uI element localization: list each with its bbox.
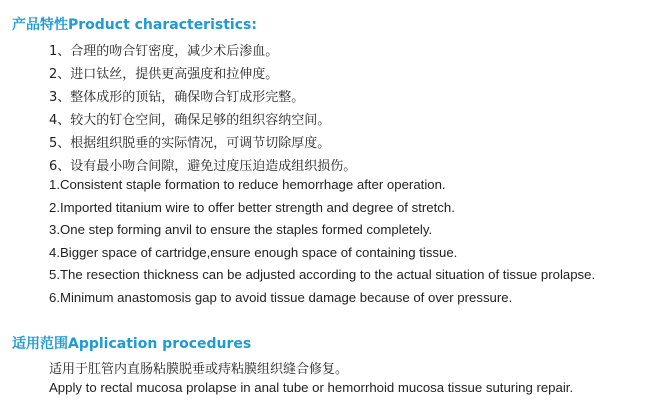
zh-item-3: 3、整体成形的顶钻，确保吻合钉成形完整。 (49, 90, 305, 105)
application-zh-text: 适用于肛管内直肠粘膜脱垂或痔粘膜组织缝合修复。 (49, 362, 349, 377)
en-item-1: 1.Consistent staple formation to reduce hemorrhage after operation. (49, 177, 446, 192)
characteristics-heading: 产品特性Product characteristics: (12, 17, 257, 33)
zh-item-2: 2、进口钛丝，提供更高强度和拉伸度。 (49, 67, 279, 82)
en-item-4: 4.Bigger space of cartridge,ensure enough space of containing tissue. (49, 245, 458, 260)
en-item-5: 5.The resection thickness can be adjusted according to the actual situation of tissue prolapse. (49, 267, 596, 282)
zh-item-1: 1、合理的吻合钉密度，减少术后渗血。 (49, 44, 279, 59)
application-heading: 适用范围Application procedures (12, 336, 252, 352)
application-en-text: Apply to rectal mucosa prolapse in anal tube or hemorrhoid mucosa tissue suturing repair. (49, 380, 574, 395)
en-item-3: 3.One step forming anvil to ensure the staples formed completely. (49, 222, 433, 237)
en-item-2: 2.Imported titanium wire to offer better strength and degree of stretch. (49, 200, 455, 215)
zh-item-5: 5、根据组织脱垂的实际情况，可调节切除厚度。 (49, 136, 331, 151)
zh-item-4: 4、较大的钉仓空间，确保足够的组织容纳空间。 (49, 113, 331, 128)
zh-item-6: 6、设有最小吻合间隙，避免过度压迫造成组织损伤。 (49, 159, 357, 174)
en-item-6: 6.Minimum anastomosis gap to avoid tissue damage because of over pressure. (49, 290, 513, 305)
